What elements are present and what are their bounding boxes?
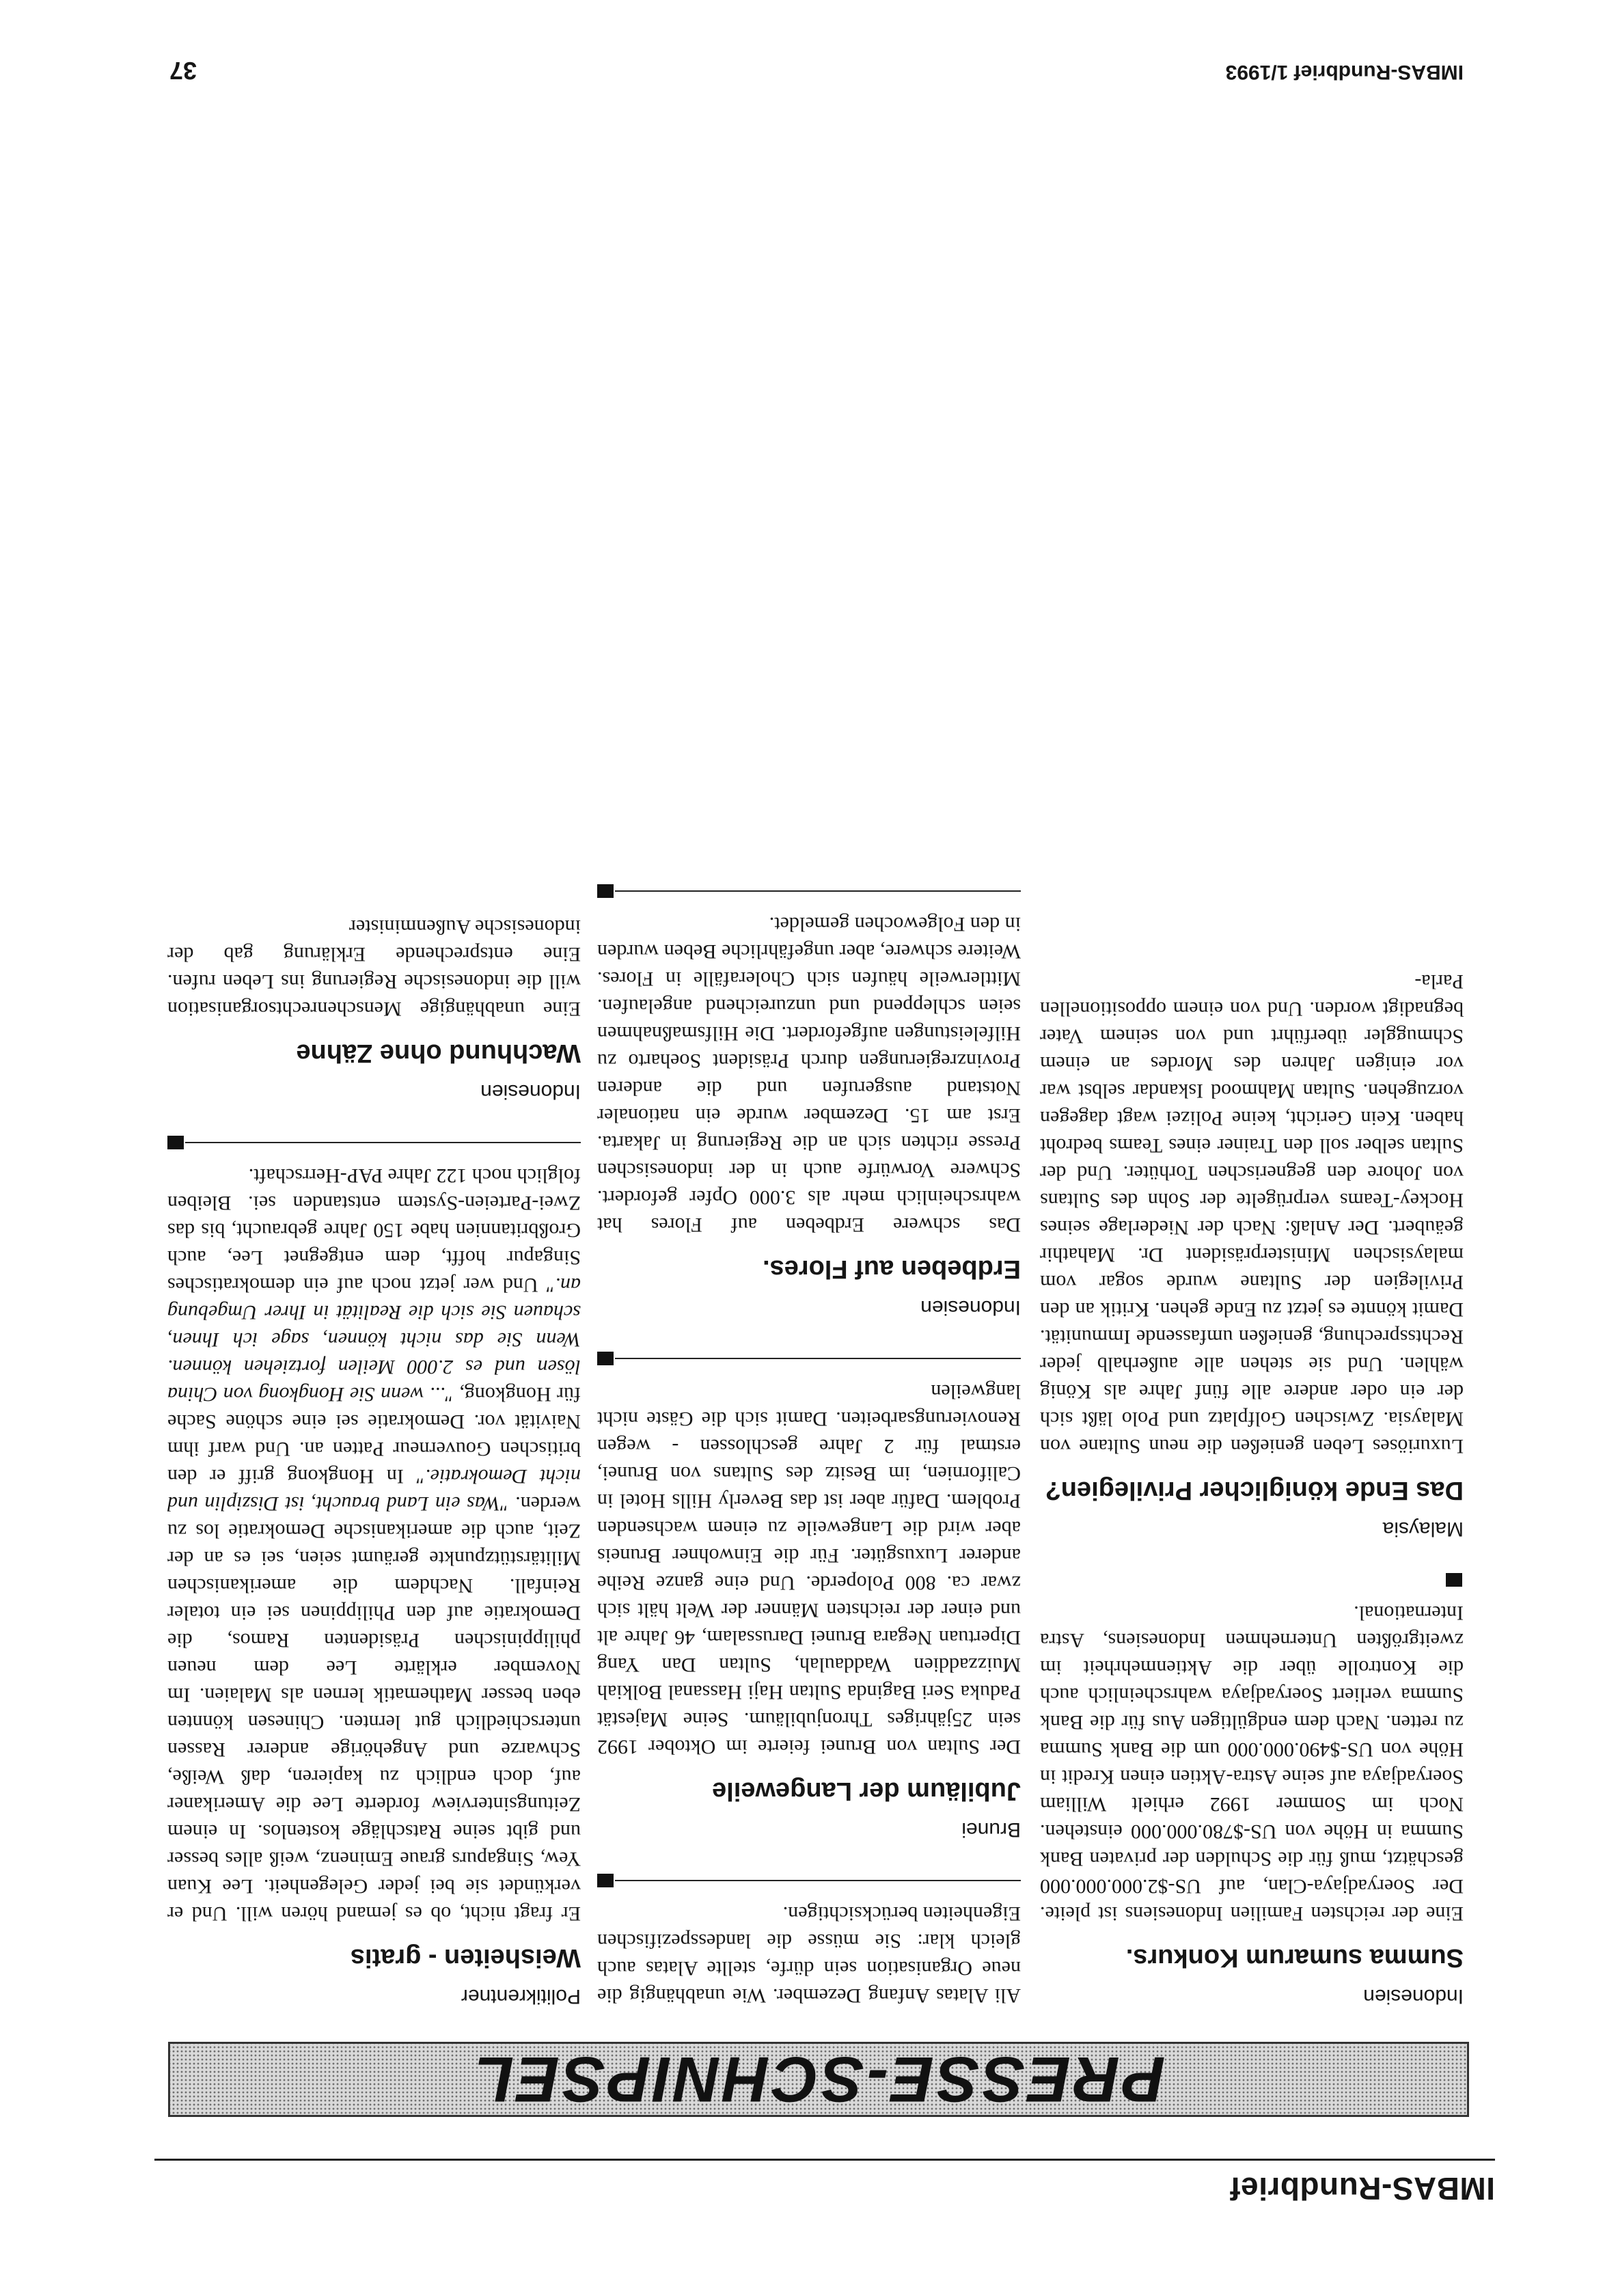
article-headline: Weisheiten - gratis (350, 1943, 581, 1972)
body-text: Er fragt nicht, ob es jemand hören will. Und er verkündet sie bei jeder Gelegenheit. Lee Kuan Yew, Singapurs graue Eminenz, weiß alles besser und gibt seine Ratschläge kostenlos. In einem Zeitungsinterview forderte Lee die Amerikaner auf, doch endlich zu kapieren, daß Weiße, Schwarze und Angehörige anderer Rassen unterschiedlich gut lernten. Chinesen könnten eben besser Mathematik lernen als Malaien. Im November erklärte Lee dem neuen philippinischen Präsidenten Ramos, die Demokratie auf den Philippinen sei ein totaler Reinfall. Nachdem die amerikanischen Militärstützpunkte geräumt seien, sei es an der Zeit, auch die amerikanische Demokratie los zu werden. (167, 1492, 581, 1925)
footer-issue: IMBAS-Rundbrief 1/1993 (1225, 61, 1464, 83)
article-alatas (597, 1872, 1021, 2009)
article-body: Das schwere Erdbeben auf Flores hat wahrscheinlich mehr als 3.000 Opfer gefordert. Schwere Vorwürfe auch in der indonesischen Presse richten sich an die Regierung in Jakarta. Erst am 15. Dezember wurde ein nationaler Notstand ausgerufen und die anderen Provinzregierungen durch Präsident Soeharto zu Hilfeleistungen aufgefordert. Die Hilfsmaßnahmen seien schleppend und unzureichend angelaufen. Mittlerweile häufen sich Cholerafälle in Flores. Weitere schwere, aber ungefährliche Beben wurden in den Folgewochen gemeldet. (597, 913, 1021, 1236)
article-kicker: Indonesien (480, 1080, 581, 1103)
article-kicker: Indonesien (920, 1296, 1021, 1319)
article-headline: Das Ende königlicher Privilegien? (1045, 1476, 1464, 1505)
column-left (1040, 953, 1464, 2009)
article-wachhund (167, 913, 581, 1104)
column-middle (597, 853, 1021, 2009)
article-kicker: Malaysia (1382, 1518, 1464, 1540)
article-malaysia (1040, 968, 1464, 1542)
article-body: Der Sultan von Brunei feierte im Oktober 1992 sein 25jähriges Thronjubiläum. Seine Majestät Paduka Seri Baginda Sultan Haji Hassanal Bolkiah Muizzaddien Waddaulah, Sultan Dan Yang Dipertuan Negara Brunei Darussalam, 46 Jahre alt und einer der reichsten Männer der Welt hält sich zwar ca. 800 Poloperde. Und eine ganze Reihe anderer Luxusgüter. Für die Einwohner Bruneis aber wird die Langeweile zu einem wachsenden Problem. Dafür aber ist das Beverly Hills Hotel in Californien, im Besitz des Sultans von Brunei, erstmal für 2 Jahre geschlossen - wegen Renovierungsarbeiten. Damit sich die Gäste nicht langweilen (597, 1380, 1021, 1758)
article-end-mark (167, 1134, 581, 1151)
body-text: In Hongkong griff er den britischen Gouverneur Patten an. Und warf ihm Naivität vor. Demokratie sei eine schöne Sache für Hongkong, (167, 1383, 581, 1488)
article-weisheiten (167, 1134, 581, 2009)
end-square-icon (597, 1352, 614, 1365)
article-body: Ali Alatas Anfang Dezember. Wie unabhängig die neue Organisation sein dürfe, stellte Alatas auch gleich klar: Sie müsse die landesspezifischen Eigenheiten berücksichtigen. (597, 1902, 1021, 2007)
article-body: Eine unabhängige Menschenrechtsorganisation will die indonesische Regierung ins Leben rufen. Eine entsprechende Erklärung gab der indonesische Außenminister (167, 916, 581, 1020)
article-flores (597, 883, 1021, 1320)
article-kicker: Brunei (961, 1818, 1021, 1841)
article-end-mark (597, 1872, 1021, 1889)
article-headline: Erdbeben auf Flores. (763, 1255, 1021, 1283)
article-end-mark (597, 1350, 1021, 1367)
quote-text: "... wenn Sie Hongkong von China lösen und es 2.000 Meilen fortziehen können. Wenn Sie das nicht können, sage ich Ihnen, schauen Sie sich die Realität in Ihrer Umgebung an." (167, 1274, 581, 1406)
body-text: Und wer jetzt noch auf ein demokratisches Singapur hofft, dem entgegnet Lee, auch Großbritannien habe 150 Jahre gebraucht, bis das Zwei-Parteien-System entstanden sei. Bleiben folglich noch 122 Jahre PAP-Herrschaft. (167, 1164, 581, 1296)
article-headline: Wachhund ohne Zähne (296, 1039, 581, 1067)
article-brunei (597, 1350, 1021, 1842)
banner-title: PRESSE-SCHNIPSEL (471, 2044, 1166, 2116)
header-rule (154, 2159, 1495, 2161)
article-summa (1040, 1572, 1464, 2009)
article-headline: Summa sumarum Konkurs. (1125, 1943, 1464, 1972)
article-kicker: Indonesien (1363, 1985, 1464, 2008)
column-right (167, 898, 581, 2009)
article-kicker: Politikrentner (461, 1985, 581, 2008)
end-square-icon (597, 1874, 614, 1887)
article-end-mark (1040, 1572, 1464, 1588)
article-body (167, 1162, 581, 1927)
end-square-icon (167, 1136, 184, 1149)
section-banner (168, 2042, 1469, 2117)
article-end-mark (597, 883, 1021, 899)
article-body: Luxuriöses Leben genießen die neun Sultane von Malaysia. Zwischen Golfplatz und Polo läßt sich der ein oder andere alle fünf Jahre als König wählen. Und sie stehen alle außerhalb jeder Rechtssprechung, genießen umfassende Immunität. Damit könnte es jetzt zu Ende gehen. Kritik an den Privilegien der Sultane wurde sogar vom malaysischen Ministerpräsident Dr. Mahathir geäubert. Der Anlaß: Nach der Niederlage seines Hockey-Teams verprügelte der Sohn des Sultans von Johore den gegnerischen Torhüter. Und der Sultan selber soll den Trainer eines Teams bedroht haben. Kein Gericht, keine Polizei wagt dagegen vorzugehen. Sultan Mahmood Iskandar selbst war vor einigen Jahren des Mordes an einem Schmuggler überführt und von seinem Vater begnadigt worden. Und von einem oppositionellen Parla- (1040, 970, 1464, 1458)
end-square-icon (1446, 1573, 1462, 1587)
page-number: 37 (169, 57, 197, 85)
running-title: IMBAS-Rundbrief (1229, 2171, 1495, 2206)
end-square-icon (597, 884, 614, 898)
article-headline: Jubiläum der Langeweile (712, 1777, 1021, 1805)
quote-text: "Was ein Land braucht, ist Disziplin und nicht Demokratie." (167, 1465, 581, 1515)
article-body: Eine der reichsten Familien Indonesiens ist pleite. Der Soeryadjaya-Clan, auf US-$2.000.000.000 geschätzt, muß für die Schulden der privaten Bank Summa in Höhe von US-$780.000.000 einstehen. Noch im Sommer 1992 erhielt William Soeryadjaya auf seine Astra-Aktien einen Kredit in Höhe von US-$490.000.000 um die Bank Summa zu retten. Nach dem endgültigen Aus für die Bank Summa verliert Soeryadjaya wahrscheinlich auch die Kontrolle über die Aktienmehrheit im zweitgrößten Unternehmen Indonesiens, Astra International. (1040, 1602, 1464, 1925)
